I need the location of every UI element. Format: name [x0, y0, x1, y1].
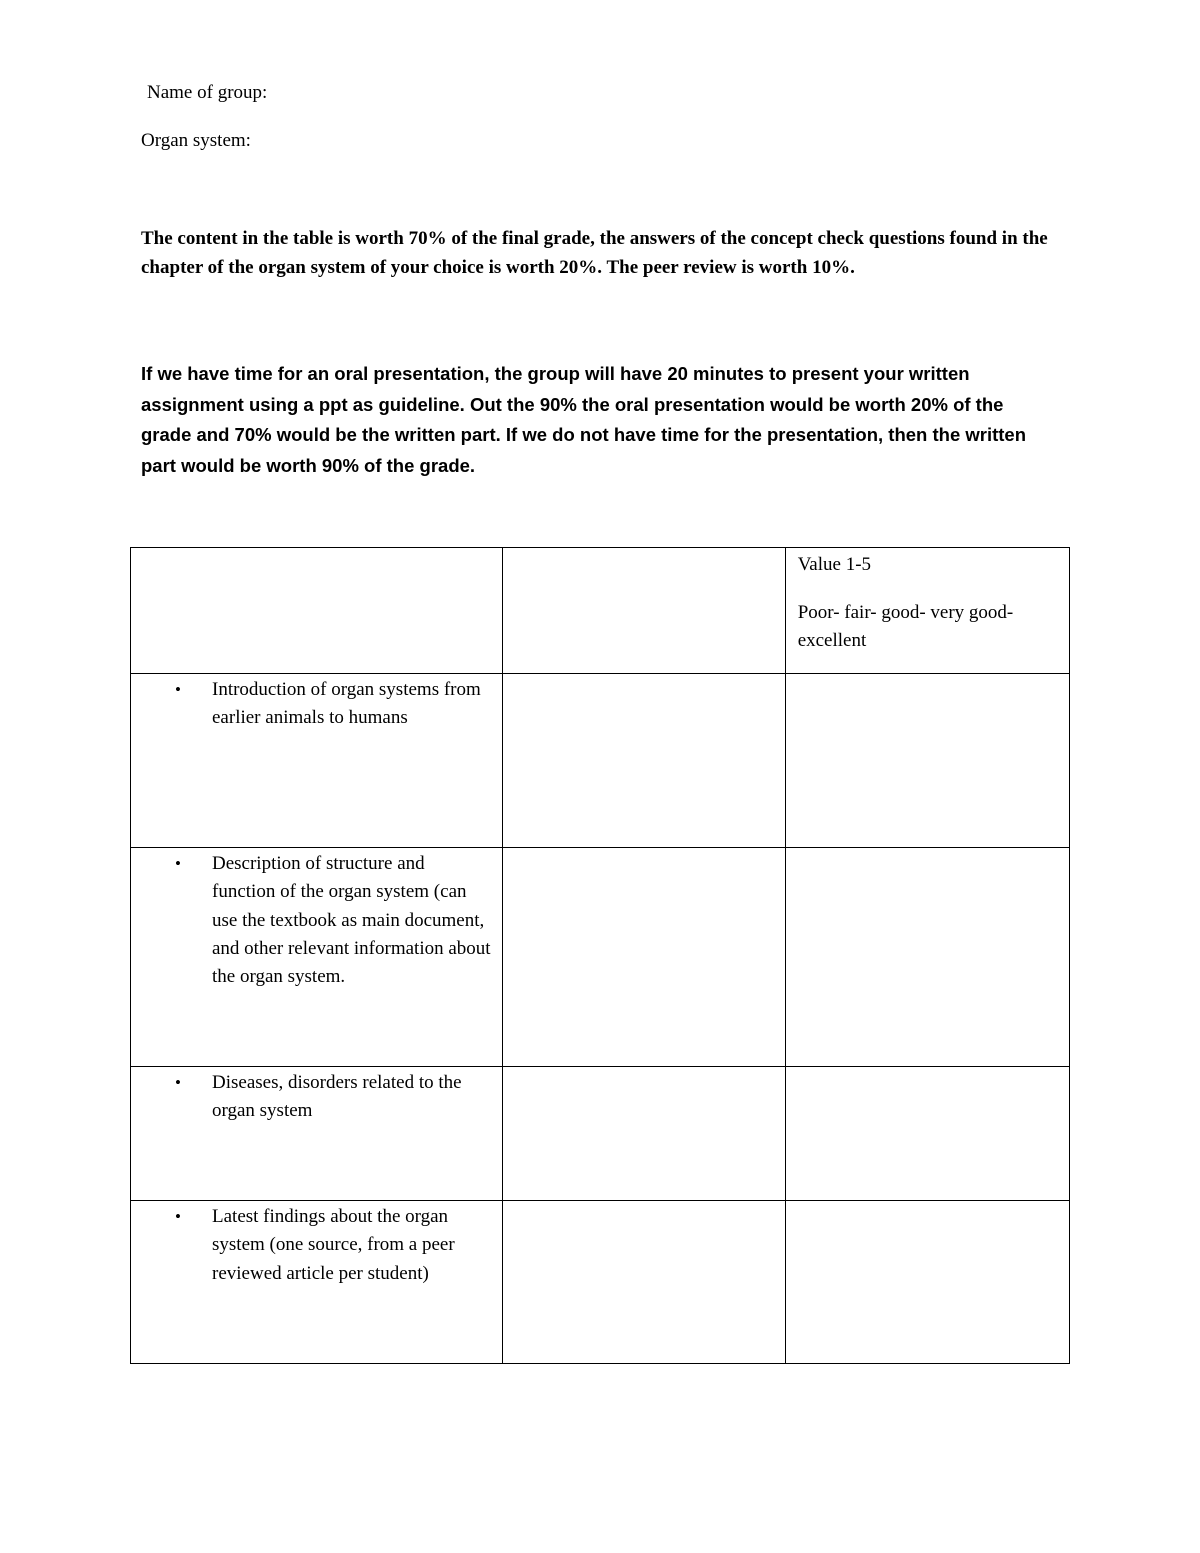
bullet-icon: • [175, 680, 181, 699]
score-cell[interactable] [785, 848, 1069, 1067]
grading-paragraph: The content in the table is worth 70% of the final grade, the answers of the concept check questions found in the chapter of the organ system of your choice is worth 20%. The peer review is worth 10%. [141, 228, 1048, 278]
table-row [131, 848, 1070, 1067]
value-header-cell [785, 548, 1069, 674]
rating-scale-label: Poor- fair- good- very good- excellent [797, 602, 1014, 651]
notes-cell[interactable] [503, 1201, 785, 1364]
bullet-icon: • [175, 854, 181, 873]
table-row [131, 1201, 1070, 1364]
table-header-row [131, 548, 1070, 674]
notes-cell[interactable] [503, 1067, 785, 1201]
criterion-text: Description of structure and function of the organ system (can use the textbook as main document, and other relevant information about the organ system. [212, 853, 491, 988]
criterion-text: Introduction of organ systems from earlier animals to humans [212, 679, 481, 729]
score-cell[interactable] [785, 674, 1069, 848]
notes-cell[interactable] [503, 848, 785, 1067]
criterion-cell [131, 848, 503, 1067]
bullet-icon: • [175, 1073, 181, 1092]
table-row [131, 674, 1070, 848]
criterion-cell [131, 1067, 503, 1201]
criterion-cell [131, 674, 503, 848]
score-cell[interactable] [785, 1201, 1069, 1364]
criterion-cell [131, 1201, 503, 1364]
bullet-icon: • [175, 1207, 181, 1226]
criterion-text: Latest findings about the organ system (one source, from a peer reviewed article per student) [212, 1206, 455, 1284]
score-cell[interactable] [785, 1067, 1069, 1201]
criterion-text: Diseases, disorders related to the organ system [212, 1072, 462, 1122]
organ-system-label: Organ system: [141, 130, 251, 151]
name-of-group-label: Name of group: [147, 82, 268, 103]
notes-cell[interactable] [503, 674, 785, 848]
rubric-table [130, 547, 1070, 1364]
table-row [131, 1067, 1070, 1201]
header-empty-cell-2 [503, 548, 785, 674]
value-range-label: Value 1-5 [797, 554, 872, 575]
presentation-paragraph: If we have time for an oral presentation, the group will have 20 minutes to present your written assignment using a ppt as guideline. Out the 90% the oral presentation would be worth 20% of the grade and 70% would be the written part. If we do not have time for the presentation, then the written part would be worth 90% of the grade. [141, 363, 1027, 476]
header-empty-cell-1 [131, 548, 503, 674]
